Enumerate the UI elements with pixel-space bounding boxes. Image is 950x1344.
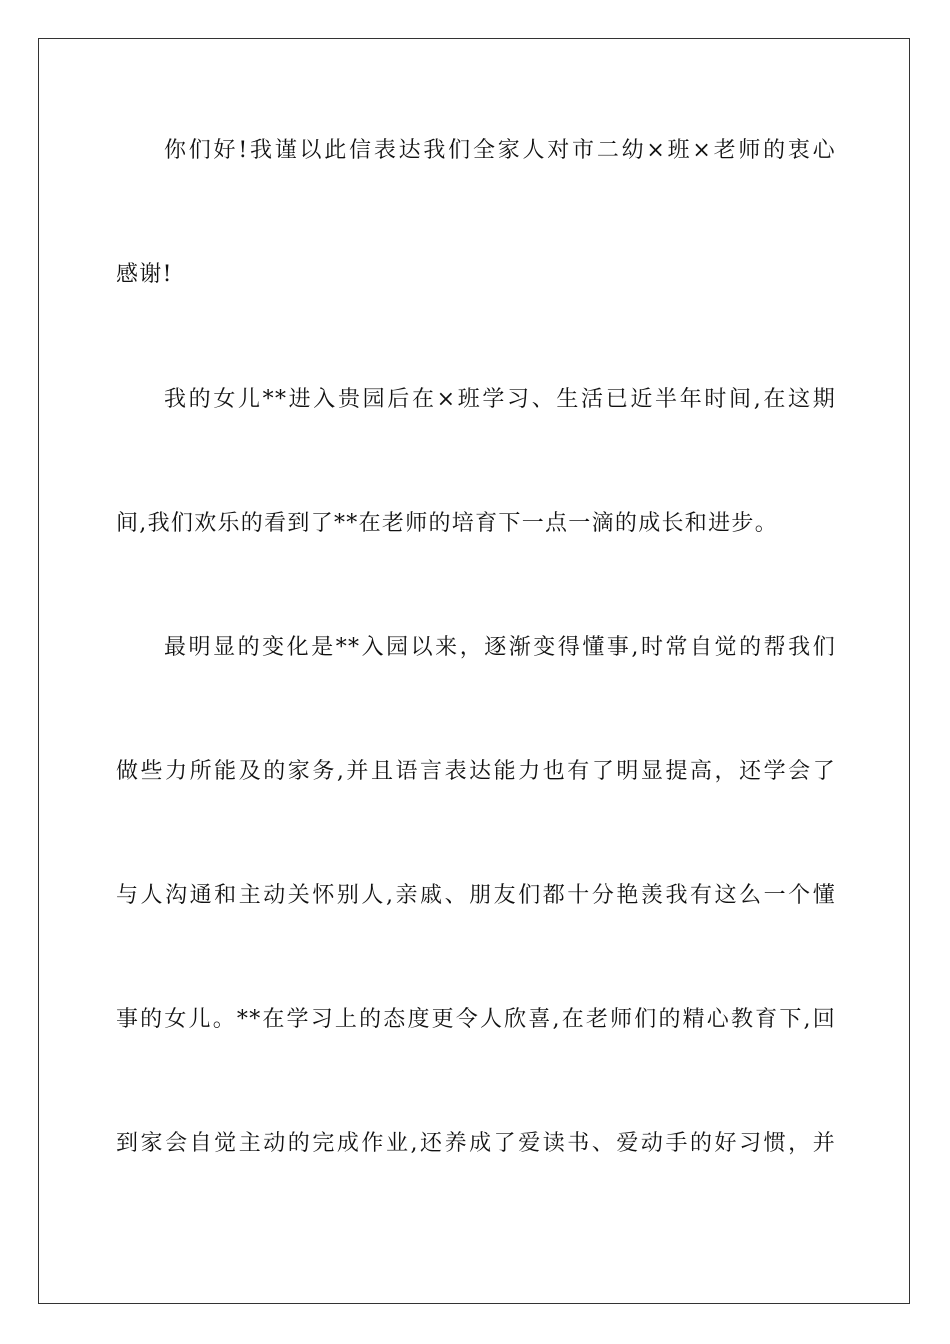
page-border xyxy=(38,38,910,1304)
paragraph-2-line-2: 间,我们欢乐的看到了**在老师的培育下一点一滴的成长和进步。 xyxy=(116,511,778,536)
paragraph-3-line-5: 到家会自觉主动的完成作业,还养成了爱读书、爱动手的好习惯，并 xyxy=(116,1131,836,1156)
paragraph-2-line-1: 我的女儿**进入贵园后在×班学习、生活已近半年时间,在这期 xyxy=(164,387,836,412)
paragraph-1-line-1: 你们好!我谨以此信表达我们全家人对市二幼×班×老师的衷心 xyxy=(164,138,836,163)
paragraph-1-line-2: 感谢! xyxy=(116,262,173,287)
paragraph-3-line-3: 与人沟通和主动关怀别人,亲戚、朋友们都十分艳羡我有这么一个懂 xyxy=(116,883,836,908)
paragraph-3-line-1: 最明显的变化是**入园以来，逐渐变得懂事,时常自觉的帮我们 xyxy=(164,635,836,660)
paragraph-3-line-2: 做些力所能及的家务,并且语言表达能力也有了明显提高，还学会了 xyxy=(116,759,836,784)
paragraph-3-line-4: 事的女儿。**在学习上的态度更令人欣喜,在老师们的精心教育下,回 xyxy=(116,1007,836,1032)
